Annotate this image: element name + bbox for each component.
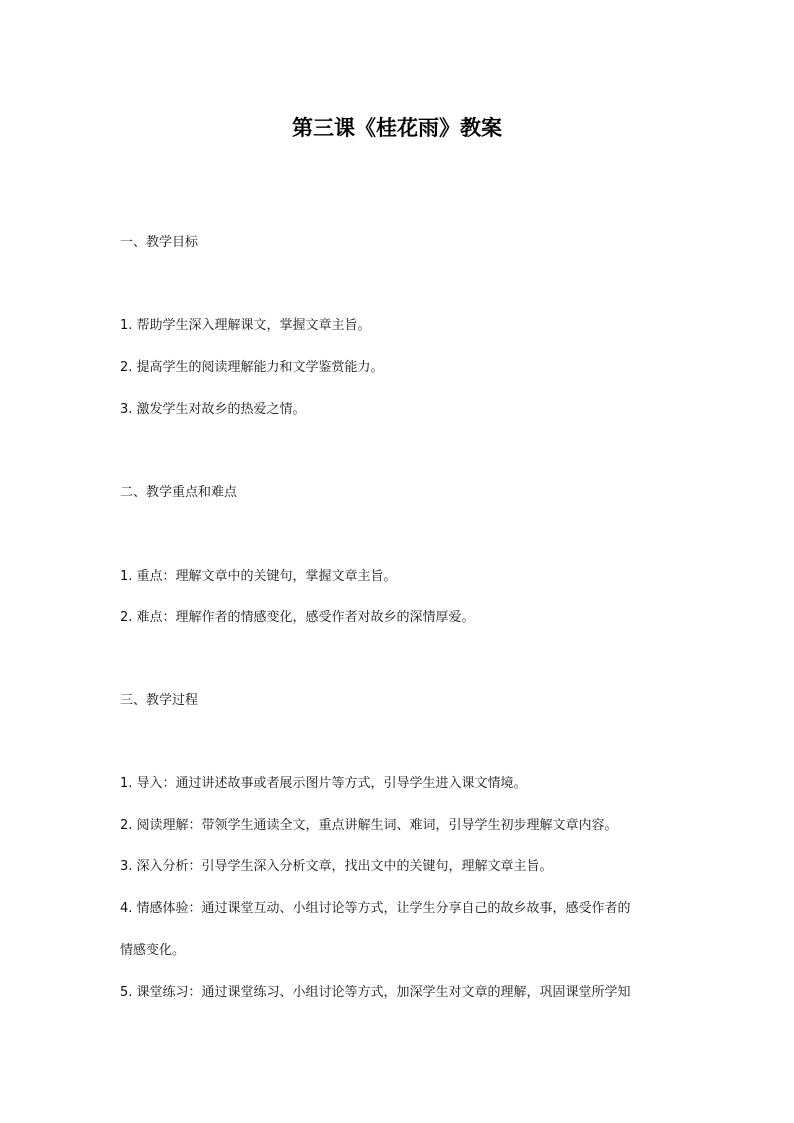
list-item-continuation: 情感变化。 bbox=[120, 943, 186, 958]
section-heading: 二、教学重点和难点 bbox=[120, 485, 238, 500]
section-heading: 一、教学目标 bbox=[120, 235, 199, 250]
list-item: 4. 情感体验：通过课堂互动、小组讨论等方式，让学生分享自己的故乡故事，感受作者的 bbox=[120, 901, 631, 916]
list-item: 2. 难点：理解作者的情感变化，感受作者对故乡的深情厚爱。 bbox=[120, 610, 475, 625]
list-item: 3. 深入分析：引导学生深入分析文章，找出文中的关键句，理解文章主旨。 bbox=[120, 859, 553, 874]
list-item: 3. 激发学生对故乡的热爱之情。 bbox=[120, 402, 306, 417]
section-heading: 三、教学过程 bbox=[120, 693, 199, 708]
list-item: 1. 导入：通过讲述故事或者展示图片等方式，引导学生进入课文情境。 bbox=[120, 776, 527, 791]
list-item: 1. 重点：理解文章中的关键句，掌握文章主旨。 bbox=[120, 569, 397, 584]
list-item: 2. 阅读理解：带领学生通读全文，重点讲解生词、难词，引导学生初步理解文章内容。 bbox=[120, 818, 618, 833]
list-item: 2. 提高学生的阅读理解能力和文学鉴赏能力。 bbox=[120, 360, 384, 375]
list-item: 5. 课堂练习：通过课堂练习、小组讨论等方式，加深学生对文章的理解，巩固课堂所学知 bbox=[120, 985, 631, 1000]
document-title: 第三课《桂花雨》教案 bbox=[292, 116, 502, 140]
list-item: 1. 帮助学生深入理解课文，掌握文章主旨。 bbox=[120, 318, 371, 333]
